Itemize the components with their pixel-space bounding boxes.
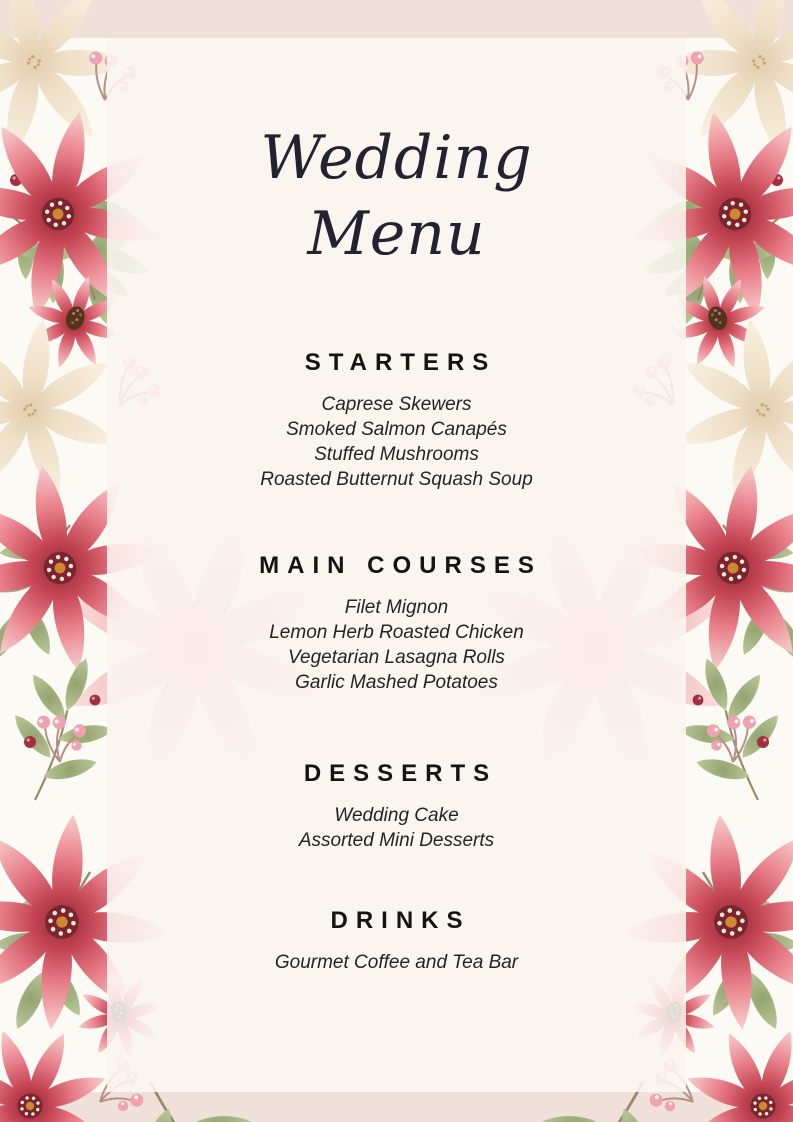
section-heading-starters: STARTERS [304, 349, 497, 376]
section-heading-drinks: DRINKS [330, 907, 471, 934]
menu-panel [107, 38, 686, 1092]
page-title [107, 38, 686, 272]
drinks-item-list [107, 950, 686, 975]
section-heading-desserts: DESSERTS [303, 760, 498, 787]
desserts-item-list [107, 803, 686, 853]
menu-item: Vegetarian Lasagna Rolls [288, 647, 505, 668]
section-starters [107, 348, 686, 492]
menu-item: Filet Mignon [344, 597, 449, 618]
menu-item: Roasted Butternut Squash Soup [260, 469, 533, 490]
main-courses-item-list [107, 595, 686, 695]
menu-item: Lemon Herb Roasted Chicken [269, 622, 524, 643]
menu-content [107, 38, 686, 975]
section-drinks [107, 906, 686, 975]
menu-item: Smoked Salmon Canapés [286, 419, 507, 440]
menu-item: Gourmet Coffee and Tea Bar [274, 952, 519, 973]
menu-item: Garlic Mashed Potatoes [295, 672, 498, 693]
section-main-courses [107, 551, 686, 695]
menu-item: Wedding Cake [334, 805, 459, 826]
section-desserts [107, 759, 686, 853]
title-line-1: Wedding [260, 123, 533, 193]
menu-item: Assorted Mini Desserts [298, 830, 495, 851]
menu-item: Stuffed Mushrooms [314, 444, 479, 465]
section-heading-main-courses: MAIN COURSES [259, 552, 542, 579]
title-line-2: Menu [307, 199, 486, 269]
starters-item-list [107, 392, 686, 492]
menu-item: Caprese Skewers [321, 394, 472, 415]
